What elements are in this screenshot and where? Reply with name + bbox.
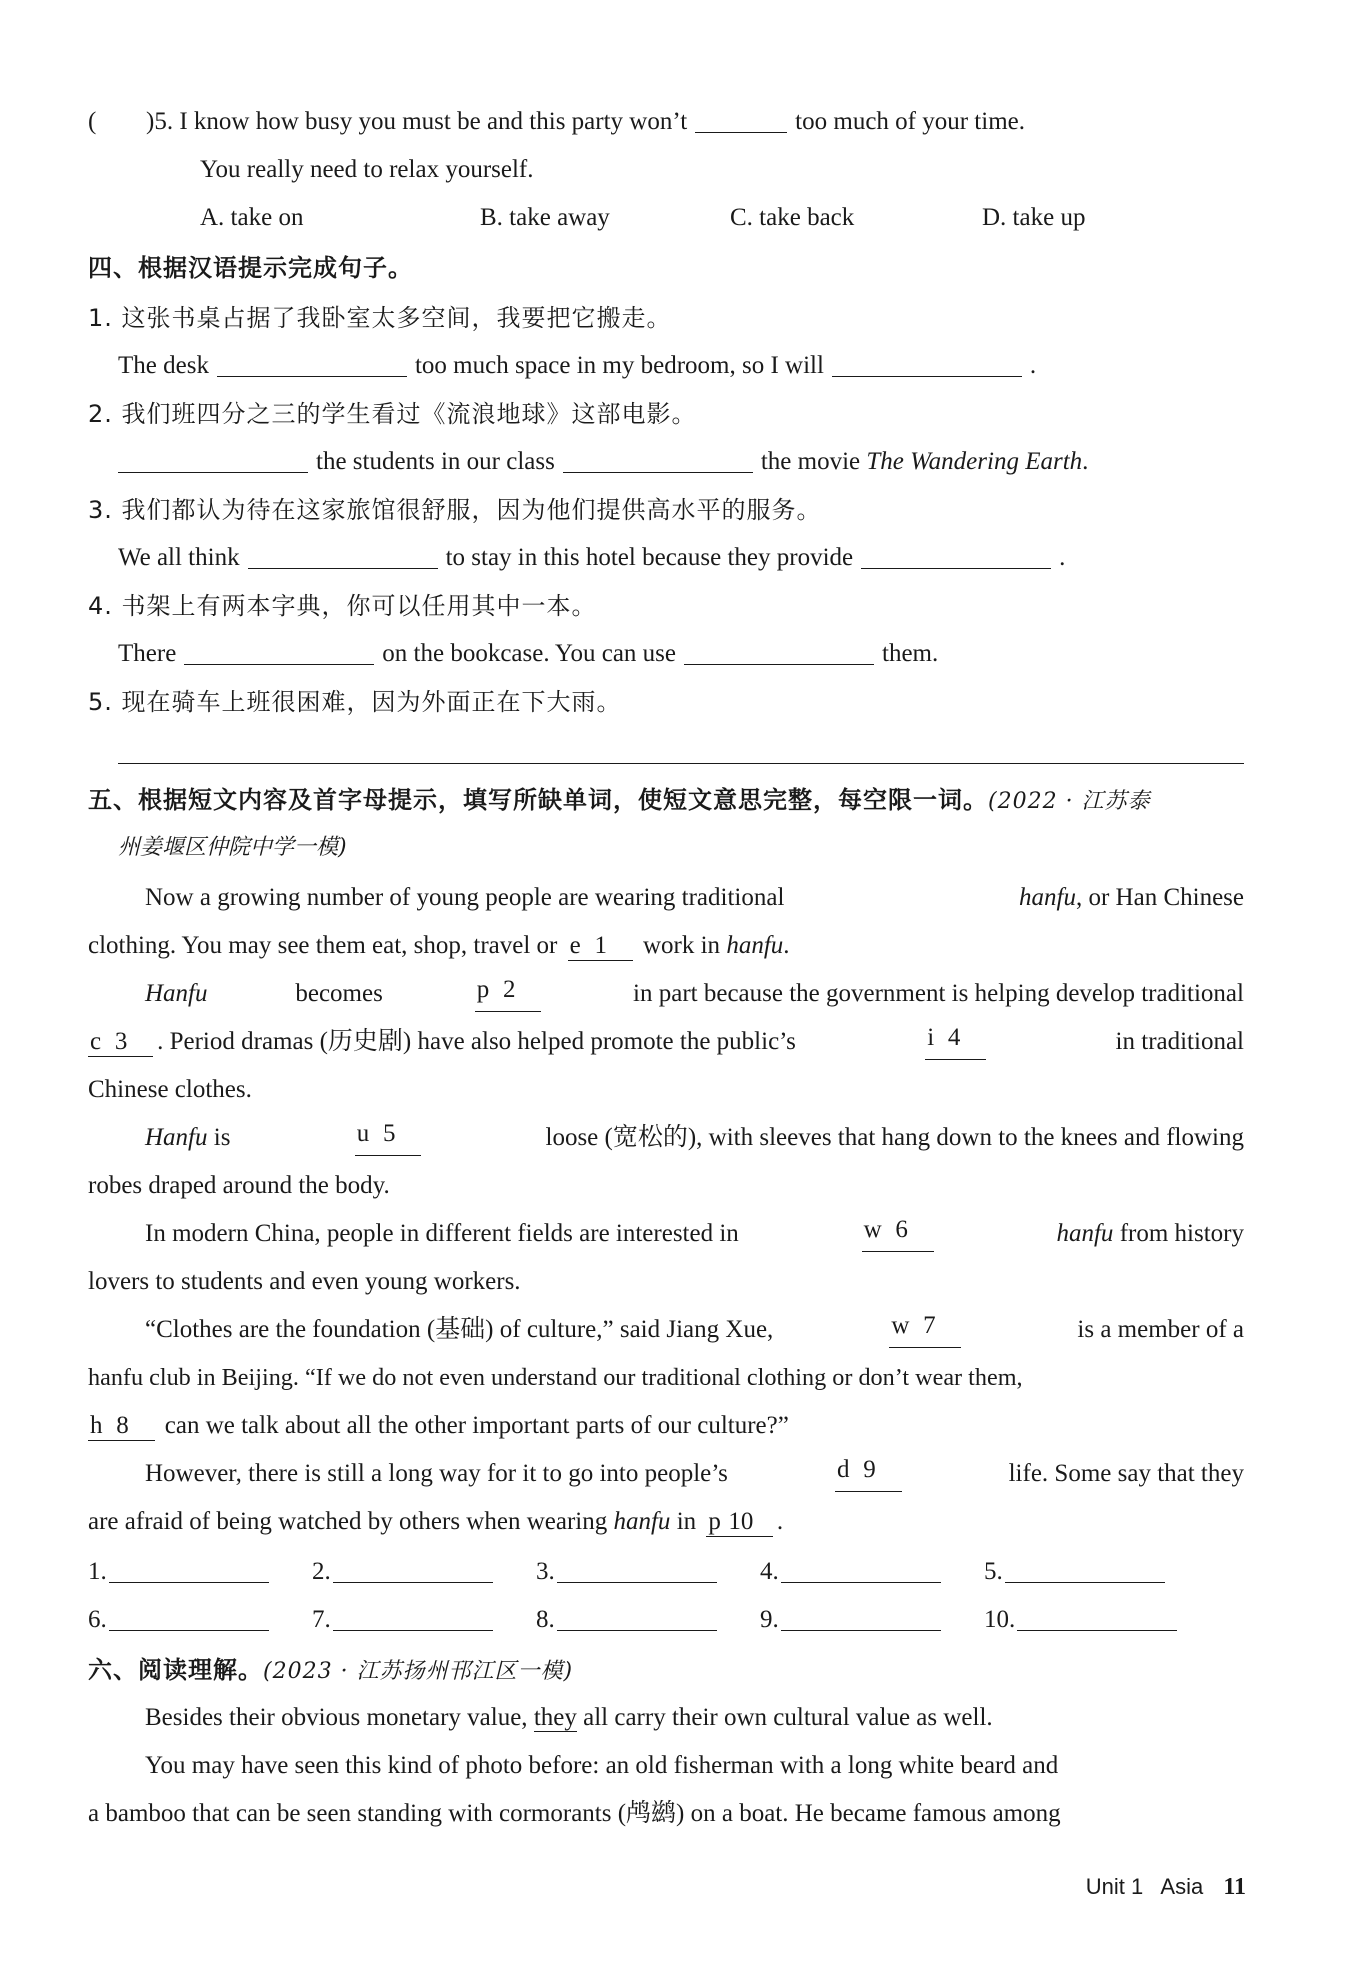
blank-1[interactable]: e 1 xyxy=(568,932,633,961)
section-6-source: (2023 · 江苏扬州邗江区一模) xyxy=(263,1659,574,1684)
answer-4[interactable]: 4. xyxy=(760,1554,949,1590)
s4-item4-en: There on the bookcase. You can use them. xyxy=(118,640,939,667)
answer-8[interactable]: 8. xyxy=(536,1602,725,1638)
fill-blank[interactable] xyxy=(118,446,308,473)
blank-9[interactable]: d 9 xyxy=(835,1456,902,1492)
movie-title: The Wandering Earth xyxy=(866,448,1083,475)
s5-p3-line2: robes draped around the body. xyxy=(88,1172,390,1199)
s5-p6-line2: are afraid of being watched by others when wearing hanfu in p 10 . xyxy=(88,1508,784,1535)
s5-p1-line1: Now a growing number of young people are wearing traditional hanfu, or Han Chinese xyxy=(145,884,1244,911)
answer-6[interactable]: 6. xyxy=(88,1602,277,1638)
answer-3[interactable]: 3. xyxy=(536,1554,725,1590)
option-c[interactable]: C. take back xyxy=(730,204,855,231)
s4-item5-cn: 5. 现在骑车上班很困难，因为外面正在下大雨。 xyxy=(88,688,622,716)
s4-item1-en: The desk too much space in my bedroom, so I will . xyxy=(118,352,1037,379)
fill-blank[interactable] xyxy=(184,638,374,665)
s5-p2-line1: Hanfu becomes p 2 in part because the government is helping develop traditional xyxy=(145,976,1244,1012)
s4-item3-en: We all think to stay in this hotel because they provide . xyxy=(118,544,1066,571)
fill-blank[interactable] xyxy=(248,542,438,569)
fill-blank[interactable] xyxy=(217,350,407,377)
s6-line3: a bamboo that can be seen standing with cormorants (鸬鹚) on a boat. He became famous among xyxy=(88,1800,1061,1827)
s4-item2-cn: 2. 我们班四分之三的学生看过《流浪地球》这部电影。 xyxy=(88,400,697,428)
answer-2[interactable]: 2. xyxy=(312,1554,501,1590)
blank-5[interactable]: u 5 xyxy=(355,1120,422,1156)
blank-7[interactable]: w 7 xyxy=(889,1312,961,1348)
s5-p1-line2: clothing. You may see them eat, shop, travel or e 1 work in hanfu. xyxy=(88,932,790,959)
blank-10[interactable]: p 10 xyxy=(706,1508,773,1537)
section-5-heading: 五、根据短文内容及首字母提示，填写所缺单词，使短文意思完整，每空限一词。(2022 · 江苏泰 xyxy=(88,786,1151,814)
answer-5[interactable]: 5. xyxy=(984,1554,1173,1590)
s4-item1-cn: 1. 这张书桌占据了我卧室太多空间，我要把它搬走。 xyxy=(88,304,672,332)
s5-p5-line3: h 8 can we talk about all the other important parts of our culture?” xyxy=(90,1412,789,1439)
s5-p4-line1: In modern China, people in different fields are interested in w 6 hanfu from history xyxy=(145,1216,1244,1252)
blank-8[interactable]: h 8 xyxy=(88,1412,155,1441)
answer-7[interactable]: 7. xyxy=(312,1602,501,1638)
fill-blank[interactable] xyxy=(684,638,874,665)
s4-item5-answer-line[interactable] xyxy=(118,763,1244,764)
answer-paren: ( xyxy=(88,108,97,135)
fill-blank[interactable] xyxy=(832,350,1022,377)
section-6-heading: 六、阅读理解。(2023 · 江苏扬州邗江区一模) xyxy=(88,1656,574,1684)
s5-p3-line1: Hanfu is u 5 loose (宽松的), with sleeves that hang down to the knees and flowing xyxy=(145,1120,1244,1156)
page-footer xyxy=(1086,1874,1246,1901)
s6-line1: Besides their obvious monetary value, they all carry their own cultural value as well. xyxy=(145,1704,993,1731)
section-5-source: (2022 · 江苏泰 xyxy=(988,789,1151,814)
underlined-they: they xyxy=(533,1704,577,1731)
option-a[interactable]: A. take on xyxy=(200,204,304,231)
s5-p5-line1: “Clothes are the foundation (基础) of culture,” said Jiang Xue, w 7 is a member of a xyxy=(145,1312,1244,1348)
s6-line2: You may have seen this kind of photo before: an old fisherman with a long white beard and xyxy=(145,1752,1059,1779)
blank-3[interactable]: c 3 xyxy=(88,1028,153,1057)
option-b[interactable]: B. take away xyxy=(480,204,610,231)
q5-stem: ( )5. I know how busy you must be and this party won’t too much of your time. xyxy=(88,104,1244,140)
s4-item4-cn: 4. 书架上有两本字典，你可以任用其中一本。 xyxy=(88,592,597,620)
s4-item2-en: the students in our class the movie The Wandering Earth. xyxy=(118,444,1244,480)
s5-p2-line2: c 3 . Period dramas (历史剧) have also helped promote the public’s i 4 in traditional xyxy=(88,1024,1244,1060)
unit-title: Asia xyxy=(1160,1874,1204,1899)
s4-item3-cn: 3. 我们都认为待在这家旅馆很舒服，因为他们提供高水平的服务。 xyxy=(88,496,822,524)
section-4-heading: 四、根据汉语提示完成句子。 xyxy=(88,254,413,282)
answer-1[interactable]: 1. xyxy=(88,1554,277,1590)
option-d[interactable]: D. take up xyxy=(982,204,1086,231)
blank-2[interactable]: p 2 xyxy=(475,976,542,1012)
fill-blank[interactable] xyxy=(861,542,1051,569)
blank-6[interactable]: w 6 xyxy=(862,1216,934,1252)
page-number: 11 xyxy=(1223,1874,1246,1900)
blank-4[interactable]: i 4 xyxy=(925,1024,986,1060)
fill-blank[interactable] xyxy=(695,106,787,133)
answer-9[interactable]: 9. xyxy=(760,1602,949,1638)
s5-p4-line2: lovers to students and even young workers. xyxy=(88,1268,521,1295)
section-5-source-cont: 州姜堰区仲院中学一模) xyxy=(118,835,347,860)
s5-p2-line3: Chinese clothes. xyxy=(88,1076,252,1103)
unit-label: Unit 1 xyxy=(1085,1874,1144,1899)
answer-10[interactable]: 10. xyxy=(984,1602,1185,1638)
q5-line2: You really need to relax yourself. xyxy=(200,156,534,183)
fill-blank[interactable] xyxy=(563,446,753,473)
s5-p5-line2: hanfu club in Beijing. “If we do not even understand our traditional clothing or don’t wear them, xyxy=(88,1364,1023,1391)
s5-p6-line1: However, there is still a long way for it to go into people’s d 9 life. Some say that they xyxy=(145,1456,1244,1492)
